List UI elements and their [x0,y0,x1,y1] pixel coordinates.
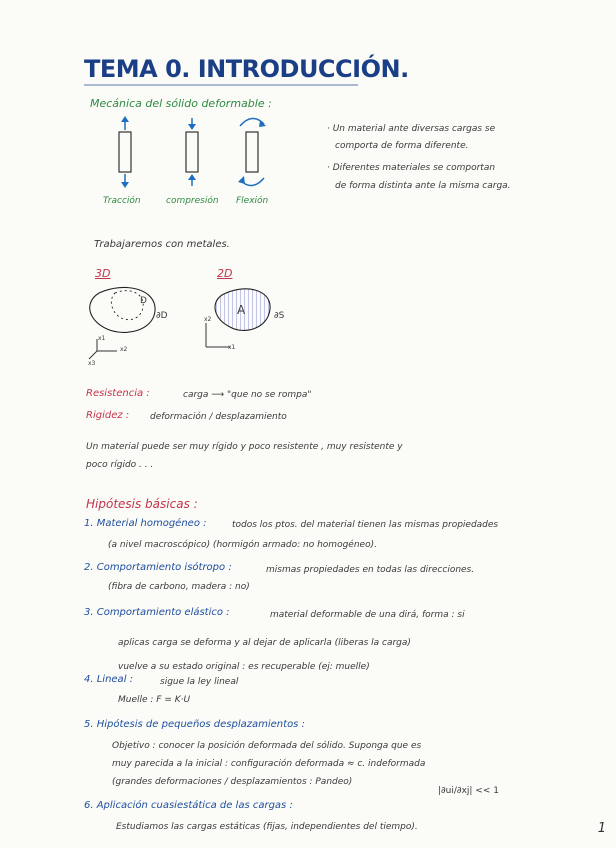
traccion-diagram [110,118,140,190]
traccion-label: Tracción [103,196,141,206]
hipotesis-3-title: 3. Comportamiento elástico : [84,607,230,618]
hipotesis-1-text: todos los ptos. del material tienen las mismas propiedades [232,520,499,530]
hipotesis-3-line3: vuelve a su estado original : es recuperable (ej: muelle) [118,662,370,672]
strain-formula: |∂ui/∂xj| << 1 [438,786,499,796]
note-line-1: · Un material ante diversas cargas se [327,124,496,134]
axis-x2-3d: x2 [120,346,128,353]
hipotesis-4-line2: Muelle : F = K·U [118,695,191,705]
rigidez-text: deformación / desplazamiento [150,412,287,422]
axis-x1-3d: x1 [98,335,106,342]
hipotesis-2-text: mismas propiedades en todas las direcciones. [266,565,475,575]
hipotesis-1-line2: (a nivel macroscópico) (hormigón armado: no homogéneo). [108,540,377,550]
hipotesis-3-line2: aplicas carga se deforma y al dejar de aplicarla (liberas la carga) [118,638,411,648]
hipotesis-1-title: 1. Material homogéneo : [84,518,207,529]
hipotesis-3-text: material deformable de una dirá, forma : si [270,610,465,620]
label-3d-D: D [140,296,147,306]
compresion-label: compresión [166,196,219,206]
page-number: 1 [597,821,606,836]
solid-3d-drawing [85,285,175,365]
page-title: TEMA 0. INTRODUCCIÓN. [84,55,409,83]
hipotesis-2-title: 2. Comportamiento isótropo : [84,562,232,573]
flexion-diagram [232,112,272,192]
hipotesis-6-title: 6. Aplicación cuasiestática de las cargas : [84,800,293,811]
hipotesis-5-line4: (grandes deformaciones / desplazamientos : Pandeo) [112,777,353,787]
hipotesis-2-line2: (fibra de carbono, madera : no) [108,582,250,592]
note-line-2: comporta de forma diferente. [335,141,469,151]
flexion-label: Flexión [236,196,269,206]
label-3d: 3D [95,267,111,280]
label-2d: 2D [217,267,233,280]
note-line-3: · Diferentes materiales se comportan [327,163,496,173]
axis-x3-3d: x3 [88,360,96,367]
subtitle: Mecánica del sólido deformable : [90,97,272,110]
axis-x2-2d: x2 [204,316,212,323]
label-3d-boundary: ∂D [156,311,168,321]
hipotesis-4-text: sigue la ley lineal [160,677,239,687]
hipotesis-5-line2: Objetivo : conocer la posición deformada del sólido. Suponga que es [112,741,422,751]
material-line-2: poco rígido . . . [86,460,154,470]
resistencia-label: Resistencia : [86,388,150,399]
compresion-diagram [177,118,207,190]
label-2d-boundary: ∂S [274,311,285,321]
label-2d-A: A [237,303,246,317]
hipotesis-5-line3: muy parecida a la inicial : configuración deformada ≈ c. indeformada [112,759,426,769]
title-underline [84,84,358,86]
metales-text: Trabajaremos con metales. [94,239,230,250]
hipotesis-5-title: 5. Hipótesis de pequeños desplazamientos : [84,719,305,730]
rigidez-label: Rigidez : [86,410,130,421]
hipotesis-6-line2: Estudiamos las cargas estáticas (fijas, independientes del tiempo). [116,822,418,832]
axis-x1-2d: x1 [228,344,236,351]
hipotesis-4-title: 4. Lineal : [84,674,134,685]
material-line-1: Un material puede ser muy rígido y poco resistente , muy resistente y [86,442,403,452]
note-line-4: de forma distinta ante la misma carga. [335,181,511,191]
resistencia-text: carga ⟶ "que no se rompa" [183,390,312,400]
hipotesis-heading: Hipótesis básicas : [86,497,198,511]
